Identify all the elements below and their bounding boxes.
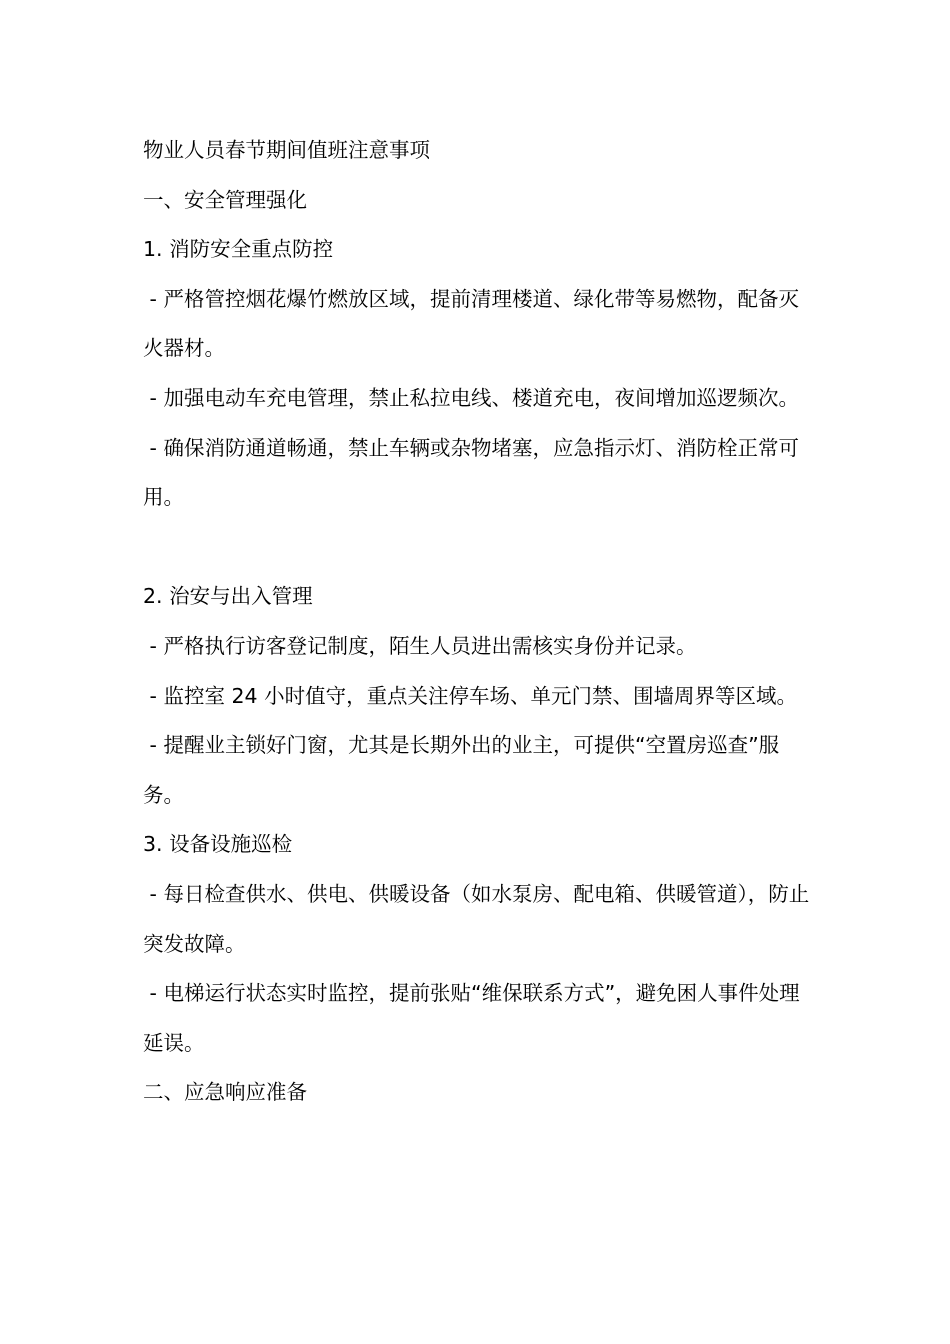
list-item: - 提醒业主锁好门窗，尤其是长期外出的业主，可提供“空置房巡查”服务。 xyxy=(143,733,780,807)
list-item: - 严格管控烟花爆竹燃放区域，提前清理楼道、绿化带等易燃物，配备灭火器材。 xyxy=(143,286,799,361)
subsection-heading: 3. 设备设施巡检 xyxy=(143,832,293,857)
list-item: - 确保消防通道畅通，禁止车辆或杂物堵塞，应急指示灯、消防栓正常可用。 xyxy=(143,435,799,510)
subsection-heading: 1. 消防安全重点防控 xyxy=(143,237,334,262)
list-item: - 每日检查供水、供电、供暖设备（如水泵房、配电箱、供暖管道），防止突发故障。 xyxy=(143,881,810,956)
blank-line xyxy=(143,523,813,573)
document-title: 物业人员春节期间值班注意事项 xyxy=(143,138,430,162)
list-item: - 监控室 24 小时值守，重点关注停车场、单元门禁、围墙周界等区域。 xyxy=(143,683,798,708)
list-item: - 电梯运行状态实时监控，提前张贴“维保联系方式”，避免困人事件处理延误。 xyxy=(143,981,800,1055)
list-item: - 严格执行访客登记制度，陌生人员进出需核实身份并记录。 xyxy=(143,633,697,658)
document-body xyxy=(143,126,813,1118)
list-item: - 加强电动车充电管理，禁止私拉电线、楼道充电，夜间增加巡逻频次。 xyxy=(143,385,799,410)
section-heading: 二、应急响应准备 xyxy=(143,1080,307,1105)
section-heading: 一、安全管理强化 xyxy=(143,187,307,212)
subsection-heading: 2. 治安与出入管理 xyxy=(143,584,313,609)
